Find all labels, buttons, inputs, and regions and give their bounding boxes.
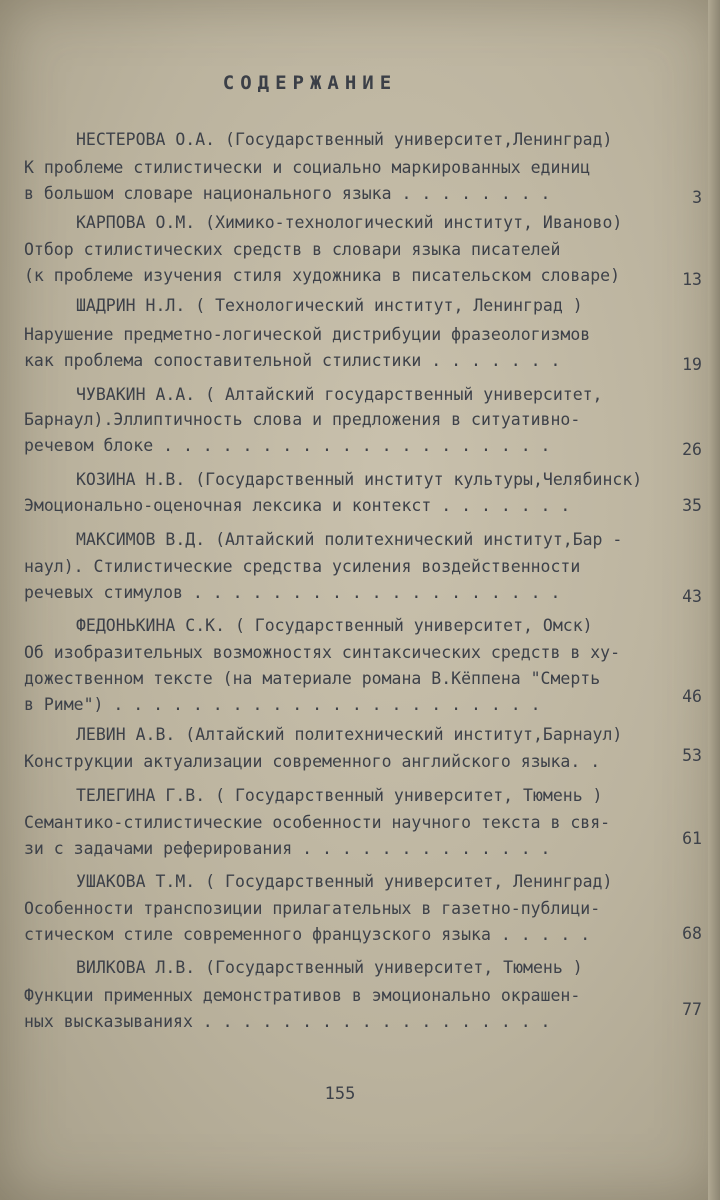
entry-author: ШАДРИН Н.Л. ( Технологический институт, Ленинград ) [76,296,583,315]
entry-title-line: зи с задачами реферирования . . . . . . . . . . . . . [24,839,551,858]
entry-author: ТЕЛЕГИНА Г.В. ( Государственный университет, Тюмень ) [76,786,603,805]
entry-page-number: 13 [682,270,702,289]
entry-page-number: 53 [682,746,702,765]
entry-title-line: в Риме") . . . . . . . . . . . . . . . . . . . . . . [24,695,541,714]
page-title: СОДЕРЖАНИЕ [222,72,398,94]
entry-title-line: (к проблеме изучения стиля художника в писательском словаре) [24,266,621,285]
entry-title-line: стическом стиле современного французского языка . . . . . [24,925,591,944]
entry-title-line: Семантико-стилистические особенности научного текста в свя- [24,813,611,832]
entry-author: ВИЛКОВА Л.В. (Государственный университет, Тюмень ) [76,958,583,977]
entry-page-number: 61 [682,829,702,848]
entry-title-line: речевых стимулов . . . . . . . . . . . . . . . . . . . [24,583,561,602]
entry-page-number: 19 [682,355,702,374]
entry-title-line: как проблема сопоставительной стилистики . . . . . . . [24,351,561,370]
entry-title-line: речевом блоке . . . . . . . . . . . . . . . . . . . . [24,436,551,455]
entry-title-line: Об изобразительных возможностях синтаксических средств в ху- [24,643,621,662]
entry-title-line: дожественном тексте (на материале романа В.Кёппена "Смерть [24,669,601,688]
entry-title-line: Конструкции актуализации современного английского языка. . [24,752,601,771]
entry-title-line: в большом словаре национального языка . . . . . . . . [24,184,551,203]
entry-page-number: 46 [682,687,702,706]
entry-page-number: 26 [682,440,702,459]
entry-page-number: 3 [692,188,702,207]
entry-author: КАРПОВА О.М. (Химико-технологический институт, Иваново) [76,213,623,232]
entry-page-number: 43 [682,587,702,606]
page-folio: 155 [324,1084,356,1104]
entry-author: КОЗИНА Н.В. (Государственный институт культуры,Челябинск) [76,470,643,489]
entry-title-line: Эмоционально-оценочная лексика и контекст . . . . . . . [24,496,571,515]
entry-title-line: Отбор стилистических средств в словари языка писателей [24,240,561,259]
entry-title-line: К проблеме стилистически и социально маркированных единиц [24,158,591,177]
entry-page-number: 77 [682,1000,702,1019]
page-edge [708,0,720,1200]
entry-title-line: Функции применных демонстративов в эмоционально окрашен- [24,986,581,1005]
entry-author: ЧУВАКИН А.А. ( Алтайский государственный университет, [76,385,603,404]
entry-author: ФЕДОНЬКИНА С.К. ( Государственный университет, Омск) [76,616,593,635]
entry-title-line: Барнаул).Эллиптичность слова и предложения в ситуативно- [24,410,581,429]
entry-title-line: наул). Стилистические средства усиления воздейственности [24,557,581,576]
entry-title-line: ных высказываниях . . . . . . . . . . . . . . . . . . [24,1012,551,1031]
entry-author: УШАКОВА Т.М. ( Государственный университет, Ленинград) [76,872,613,891]
entry-author: МАКСИМОВ В.Д. (Алтайский политехнический институт,Бар - [76,530,623,549]
entry-title-line: Нарушение предметно-логической дистрибуции фразеологизмов [24,325,591,344]
entry-author: НЕСТЕРОВА О.А. (Государственный университет,Ленинград) [76,130,613,149]
entry-title-line: Особенности транспозиции прилагательных в газетно-публици- [24,899,601,918]
entry-author: ЛЕВИН А.В. (Алтайский политехнический институт,Барнаул) [76,725,623,744]
entry-page-number: 68 [682,924,702,943]
entry-page-number: 35 [682,496,702,515]
